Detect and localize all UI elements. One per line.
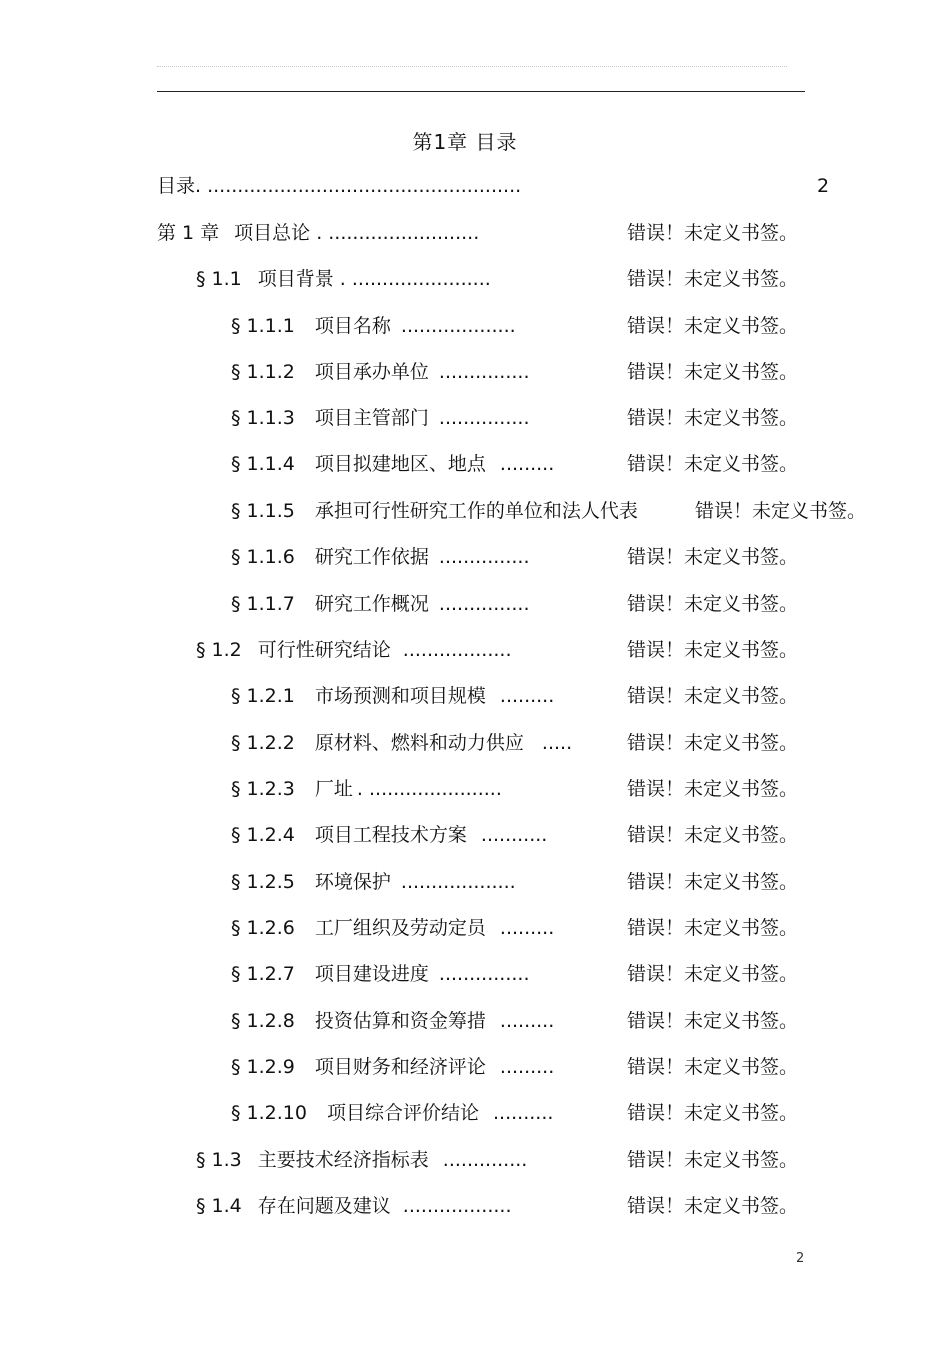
toc-entry-leader: . ...................... [356,778,502,800]
toc-entry-page: 错误！未定义书签。 [627,963,799,985]
toc-entry-page: 错误！未定义书签。 [627,778,799,800]
toc-entry-chapter-1[interactable] [0,219,950,247]
toc-entry-number: § 1.2.10 [231,1102,307,1124]
toc-entry-1-2-6[interactable] [0,914,950,942]
toc-entry-number: § 1.2.7 [231,963,295,985]
toc-entry-leader: ......... [499,453,555,475]
toc-entry-title: 市场预测和项目规模 [314,685,486,707]
toc-entry-leader: . .................................................... [195,175,522,197]
toc-entry-title: 项目名称 [314,315,391,337]
toc-entry-leader: ................... [400,871,516,893]
toc-entry-number: § 1.2.9 [231,1056,295,1078]
toc-entry-number: § 1.2.3 [231,778,295,800]
toc-entry-title: 可行性研究结论 [257,639,391,661]
toc-entry-1-4[interactable] [0,1192,950,1220]
toc-entry-number: § 1.2.5 [231,871,295,893]
toc-entry-page: 错误！未定义书签。 [627,315,799,337]
toc-entry-title: 承担可行性研究工作的单位和法人代表 [314,500,638,522]
toc-entry-leader: ......... [499,917,555,939]
toc-entry-page: 错误！未定义书签。 [627,361,799,383]
toc-entry-1-1-5[interactable] [0,497,950,525]
toc-entry-page: 错误！未定义书签。 [627,593,799,615]
toc-entry-page: 错误！未定义书签。 [627,1149,799,1171]
toc-entry-page: 错误！未定义书签。 [627,268,799,290]
toc-entry-page: 错误！未定义书签。 [627,1010,799,1032]
toc-entry-number: § 1.2 [196,639,242,661]
toc-entry-leader: . ......................... [316,222,480,244]
page-number: 2 [796,1251,805,1266]
toc-entry-1-2-1[interactable] [0,682,950,710]
toc-entry-leader: .................. [402,1195,512,1217]
toc-entry-number: § 1.3 [196,1149,242,1171]
toc-entry-number: § 1.2.8 [231,1010,295,1032]
toc-entry-number: 目录 [157,175,196,197]
toc-entry-number: § 1.1.2 [231,361,295,383]
toc-entry-page: 错误！未定义书签。 [627,453,799,475]
toc-entry-page: 2 [817,175,830,197]
toc-entry-page: 错误！未定义书签。 [627,546,799,568]
toc-entry-leader: ............... [438,963,530,985]
toc-entry-page: 错误！未定义书签。 [627,917,799,939]
toc-entry-page: 错误！未定义书签。 [627,407,799,429]
toc-entry-number: § 1.1.6 [231,546,295,568]
toc-entry-leader: .......... [493,1102,554,1124]
toc-entry-title: 厂址 [314,778,353,800]
toc-entry-page: 错误！未定义书签。 [627,1195,799,1217]
toc-entry-leader: ............... [438,546,530,568]
toc-entry-number: § 1.1.3 [231,407,295,429]
toc-entry-leader: ........... [480,824,548,846]
toc-entry-page: 错误！未定义书签。 [627,871,799,893]
toc-entry-page: 错误！未定义书签。 [695,500,867,522]
toc-entry-title: 项目背景 [257,268,334,290]
toc-entry-1-2-7[interactable] [0,960,950,988]
toc-entry-1-1-6[interactable] [0,543,950,571]
toc-entry-title: 项目总论 [234,222,311,244]
toc-entry-page: 错误！未定义书签。 [627,685,799,707]
toc-entry-title: 项目承办单位 [314,361,429,383]
toc-entry-1-2-5[interactable] [0,868,950,896]
toc-entry-1-2-8[interactable] [0,1007,950,1035]
toc-entry-title: 项目建设进度 [314,963,429,985]
toc-entry-number: § 1.1.1 [231,315,295,337]
toc-entry-contents[interactable] [0,172,950,200]
toc-entry-title: 项目财务和经济评论 [314,1056,486,1078]
toc-entry-title: 研究工作概况 [314,593,429,615]
toc-entry-1-1-4[interactable] [0,450,950,478]
toc-entry-1-1-2[interactable] [0,358,950,386]
toc-entry-1-2[interactable] [0,636,950,664]
toc-entry-leader: .............. [442,1149,528,1171]
toc-entry-1-1-7[interactable] [0,590,950,618]
toc-entry-1-3[interactable] [0,1146,950,1174]
toc-entry-leader: ............... [438,361,530,383]
toc-entry-leader: . ....................... [339,268,491,290]
toc-entry-1-1-3[interactable] [0,404,950,432]
toc-entry-1-2-4[interactable] [0,821,950,849]
toc-entry-title: 工厂组织及劳动定员 [314,917,486,939]
page-title: 第1章 目录 [412,130,518,154]
toc-entry-leader: ............... [438,593,530,615]
toc-entry-1-2-9[interactable] [0,1053,950,1081]
toc-entry-page: 错误！未定义书签。 [627,1056,799,1078]
toc-entry-number: § 1.2.2 [231,732,295,754]
toc-entry-title: 项目综合评价结论 [326,1102,479,1124]
toc-entry-page: 错误！未定义书签。 [627,732,799,754]
toc-entry-number: 第 1 章 [157,222,220,244]
toc-entry-leader: ......... [499,685,555,707]
toc-entry-title: 项目工程技术方案 [314,824,467,846]
toc-entry-1-1-1[interactable] [0,312,950,340]
toc-entry-number: § 1.2.6 [231,917,295,939]
toc-entry-number: § 1.1.4 [231,453,295,475]
toc-entry-title: 项目拟建地区、地点 [314,453,486,475]
toc-entry-leader: ......... [499,1056,555,1078]
toc-entry-leader: ............... [438,407,530,429]
toc-entry-number: § 1.2.1 [231,685,295,707]
toc-entry-page: 错误！未定义书签。 [627,639,799,661]
toc-entry-title: 存在问题及建议 [257,1195,391,1217]
toc-entry-title: 环境保护 [314,871,391,893]
toc-entry-page: 错误！未定义书签。 [627,222,799,244]
toc-entry-1-1[interactable] [0,265,950,293]
toc-entry-number: § 1.1.7 [231,593,295,615]
toc-entry-title: 投资估算和资金筹措 [314,1010,486,1032]
toc-entry-leader: ......... [499,1010,555,1032]
toc-entry-number: § 1.4 [196,1195,242,1217]
toc-entry-title: 主要技术经济指标表 [257,1149,429,1171]
toc-entry-title: 原材料、燃料和动力供应 [314,732,524,754]
toc-entry-1-2-10[interactable] [0,1099,950,1127]
toc-entry-1-2-2[interactable] [0,729,950,757]
toc-entry-title: 项目主管部门 [314,407,429,429]
toc-entry-number: § 1.2.4 [231,824,295,846]
toc-entry-number: § 1.1.5 [231,500,295,522]
toc-entry-leader: .................. [402,639,512,661]
toc-entry-leader: ................... [400,315,516,337]
toc-entry-page: 错误！未定义书签。 [627,824,799,846]
toc-entry-number: § 1.1 [196,268,242,290]
toc-entry-title: 研究工作依据 [314,546,429,568]
toc-entry-1-2-3[interactable] [0,775,950,803]
toc-entry-leader: ..... [541,732,573,754]
toc-entry-page: 错误！未定义书签。 [627,1102,799,1124]
